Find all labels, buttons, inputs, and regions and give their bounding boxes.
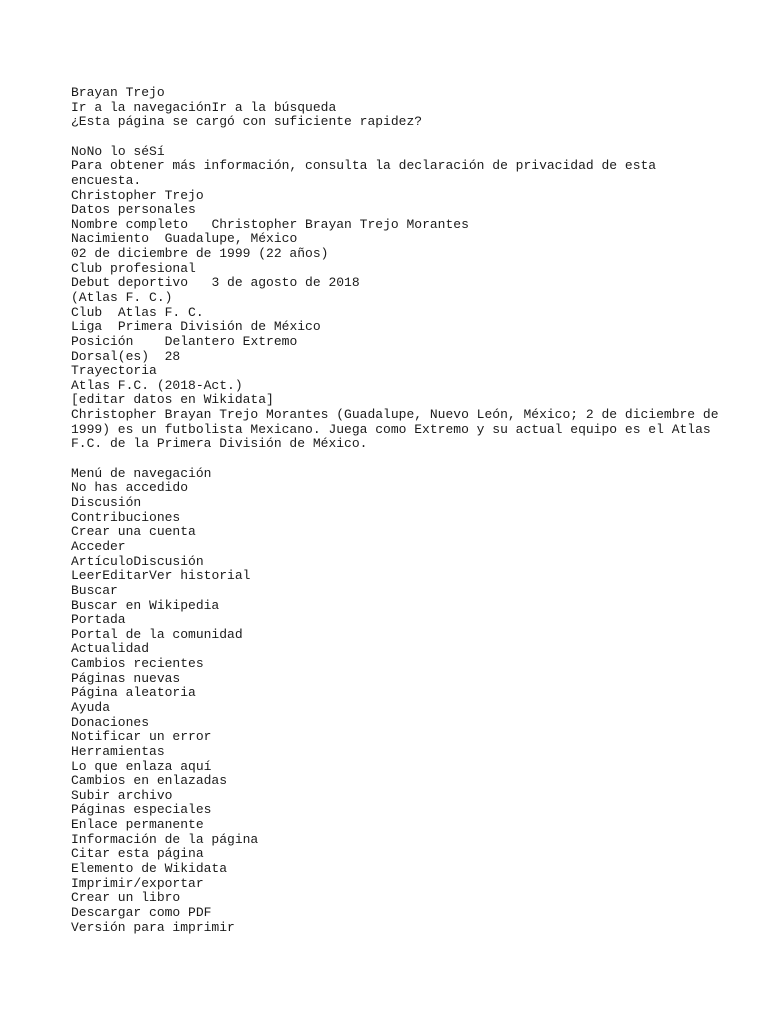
sidebar-item-recent-changes[interactable]: Cambios recientes: [71, 656, 204, 672]
tools-item-wikidata-item[interactable]: Elemento de Wikidata: [71, 861, 228, 877]
login-link[interactable]: Acceder: [71, 538, 126, 554]
print-item-download-pdf[interactable]: Descargar como PDF: [71, 904, 212, 920]
spacer: [71, 452, 731, 467]
survey-no-button[interactable]: No: [71, 143, 87, 159]
view-tabs: [71, 569, 731, 584]
league-label: Liga: [71, 319, 103, 335]
league-value-link[interactable]: Primera División de México: [117, 319, 321, 335]
birth-place-link[interactable]: Guadalupe, México: [164, 231, 298, 247]
skip-to-navigation-link[interactable]: Ir a la navegación: [71, 99, 212, 115]
survey-dont-know-button[interactable]: No lo sé: [86, 143, 150, 159]
sidebar-item-community-portal[interactable]: Portal de la comunidad: [71, 626, 243, 642]
survey-question: ¿Esta página se cargó con suficiente rapidez?: [71, 114, 423, 130]
navigation-heading: Menú de navegación: [71, 465, 212, 481]
infobox-title: Christopher Trejo: [71, 187, 204, 203]
personal-talk-link[interactable]: Discusión: [71, 495, 142, 511]
page-title: Brayan Trejo: [71, 85, 165, 100]
tab-history[interactable]: Ver historial: [149, 568, 251, 584]
full-name-label: Nombre completo: [71, 216, 189, 232]
infobox-row-club: [71, 306, 731, 321]
sidebar-item-donations[interactable]: Donaciones: [71, 714, 150, 730]
number-label: Dorsal(es): [71, 348, 150, 364]
position-value-link[interactable]: Delantero Extremo: [164, 333, 298, 349]
tools-item-permanent-link[interactable]: Enlace permanente: [71, 817, 204, 833]
sidebar-item-help[interactable]: Ayuda: [71, 699, 111, 715]
infobox-row-full-name: [71, 218, 731, 233]
page-content: [71, 86, 731, 935]
infobox-row-number: [71, 350, 731, 365]
full-name-value: Christopher Brayan Trejo Morantes: [211, 216, 469, 232]
spacer: [71, 130, 731, 145]
tools-item-what-links-here[interactable]: Lo que enlaza aquí: [71, 758, 212, 774]
infobox-section-career: Trayectoria: [71, 363, 157, 379]
tools-item-related-changes[interactable]: Cambios en enlazadas: [71, 773, 228, 789]
infobox-section-personal: Datos personales: [71, 202, 196, 218]
search-heading: Buscar: [71, 582, 118, 598]
infobox-row-league: [71, 320, 731, 335]
sidebar-item-current-events[interactable]: Actualidad: [71, 641, 150, 657]
debut-label: Debut deportivo: [71, 275, 189, 291]
article-intro: Christopher Brayan Trejo Morantes (Guadalupe, Nuevo León, México; 2 de diciembre de 1999) es un futbolista Mexicano. Juega como Extremo y su actual equipo es el Atlas F.C. de la Primera División de México.: [71, 407, 727, 452]
personal-contributions-link[interactable]: Contribuciones: [71, 509, 181, 525]
number-value: 28: [164, 348, 181, 364]
infobox-row-debut: [71, 276, 731, 291]
sidebar-item-portada[interactable]: Portada: [71, 612, 126, 628]
survey-privacy-note: Para obtener más información, consulta la declaración de privacidad de esta encuesta.: [71, 158, 664, 188]
personal-status: No has accedido: [71, 480, 189, 496]
search-input[interactable]: Buscar en Wikipedia: [71, 597, 220, 613]
namespace-tabs: [71, 555, 731, 570]
edit-wikidata-link[interactable]: [editar datos en Wikidata]: [71, 392, 274, 408]
tools-item-page-info[interactable]: Información de la página: [71, 831, 259, 847]
birth-label: Nacimiento: [71, 231, 150, 247]
sidebar-item-new-pages[interactable]: Páginas nuevas: [71, 670, 181, 686]
create-account-link[interactable]: Crear una cuenta: [71, 524, 196, 540]
infobox-row-position: [71, 335, 731, 350]
club-value-link[interactable]: Atlas F. C.: [117, 304, 204, 320]
infobox-row-birth: [71, 232, 731, 247]
tab-read[interactable]: Leer: [71, 568, 103, 584]
tools-item-special-pages[interactable]: Páginas especiales: [71, 802, 212, 818]
tools-item-cite-page[interactable]: Citar esta página: [71, 846, 204, 862]
sidebar-item-random-page[interactable]: Página aleatoria: [71, 685, 196, 701]
print-export-heading: Imprimir/exportar: [71, 875, 204, 891]
tab-article[interactable]: Artículo: [71, 553, 134, 569]
club-label: Club: [71, 304, 103, 320]
tab-edit[interactable]: Editar: [102, 568, 150, 584]
sidebar-item-report-error[interactable]: Notificar un error: [71, 729, 212, 745]
career-item-link[interactable]: Atlas F.C. (2018-Act.): [71, 377, 243, 393]
birth-date: 02 de diciembre de 1999 (22 años): [71, 246, 329, 262]
tools-item-upload-file[interactable]: Subir archivo: [71, 787, 173, 803]
tab-discussion[interactable]: Discusión: [133, 553, 204, 569]
tools-heading: Herramientas: [71, 743, 165, 759]
print-item-printable-version[interactable]: Versión para imprimir: [71, 919, 235, 935]
print-item-create-book[interactable]: Crear un libro: [71, 890, 181, 906]
skip-links: [71, 101, 731, 116]
skip-to-search-link[interactable]: Ir a la búsqueda: [211, 99, 337, 115]
survey-options: [71, 145, 731, 160]
survey-yes-button[interactable]: Sí: [149, 143, 165, 159]
position-label: Posición: [71, 333, 134, 349]
infobox-section-club: Club profesional: [71, 260, 196, 276]
debut-club-link[interactable]: (Atlas F. C.): [71, 290, 173, 305]
debut-value: 3 de agosto de 2018: [211, 275, 360, 291]
